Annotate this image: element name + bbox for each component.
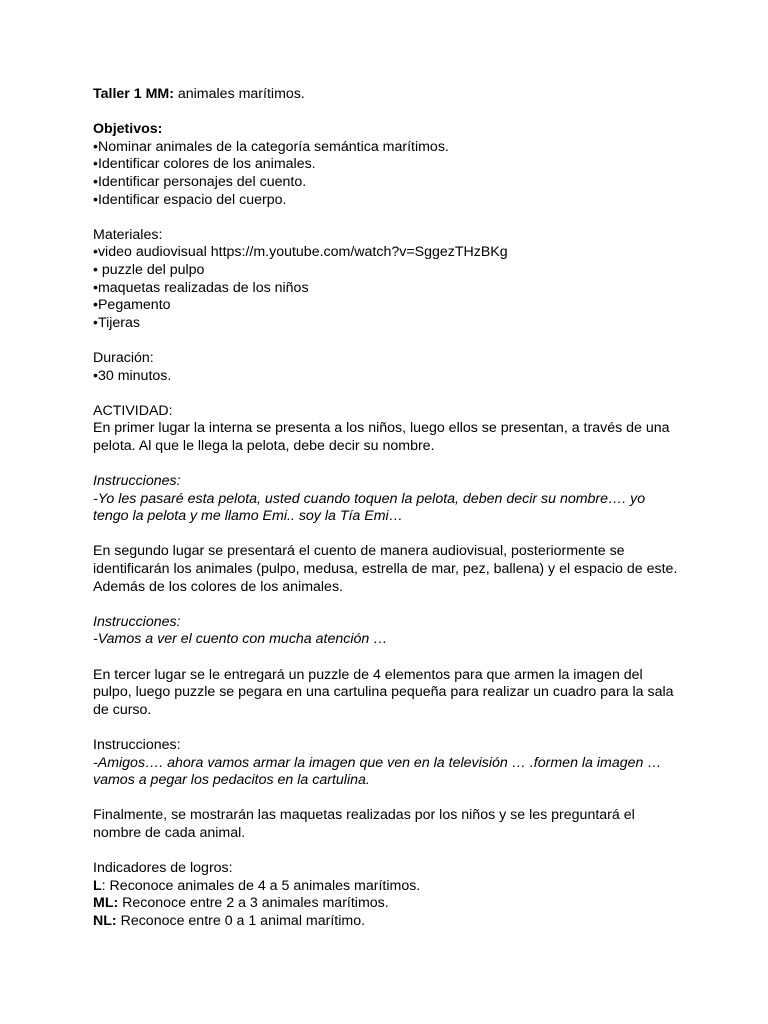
instrucciones-quote: -Yo les pasaré esta pelota, usted cuando toquen la pelota, deben decir su nombre…. yo tengo la pelota y me llamo Emi.. soy la Tía Emi… bbox=[93, 490, 646, 525]
objetivos-heading: Objetivos: bbox=[93, 121, 163, 138]
document-title bbox=[93, 86, 678, 104]
instrucciones-quote: -Amigos…. ahora vamos armar la imagen que ven en la televisión … .formen la imagen … vamos a pegar los pedacitos en la cartulina. bbox=[93, 754, 662, 789]
indicador-text: Reconoce entre 2 a 3 animales marítimos. bbox=[118, 895, 389, 912]
instrucciones-text bbox=[93, 491, 678, 526]
duracion-value: •30 minutos. bbox=[93, 367, 172, 384]
instrucciones-heading-text: Instrucciones: bbox=[93, 473, 181, 490]
material-item: • puzzle del pulpo bbox=[93, 261, 205, 278]
indicador-item bbox=[93, 878, 678, 896]
material-item: •maquetas realizadas de los niños bbox=[93, 279, 309, 296]
indicador-text: Reconoce entre 0 a 1 animal marítimo. bbox=[116, 912, 366, 929]
instrucciones-text bbox=[93, 755, 678, 790]
instrucciones-heading: Instrucciones: bbox=[93, 736, 181, 753]
indicador-item bbox=[93, 895, 678, 913]
actividad-paragraph: Finalmente, se mostrarán las maquetas realizadas por los niños y se les preguntará el nombre de cada animal. bbox=[93, 807, 635, 841]
spacer bbox=[93, 332, 678, 350]
spacer bbox=[93, 526, 678, 544]
material-item: •Pegamento bbox=[93, 297, 171, 314]
instrucciones-quote: -Vamos a ver el cuento con mucha atención … bbox=[93, 631, 388, 648]
objetivo-item: •Nominar animales de la categoría semántica marítimos. bbox=[93, 138, 449, 155]
spacer bbox=[93, 455, 678, 473]
actividad-paragraph: En segundo lugar se presentará el cuento de manera audiovisual, posteriormente se identificarán los animales (pulpo, medusa, estrella de mar, pez, ballena) y el espacio de este. Además de los colores de los animales. bbox=[93, 543, 678, 595]
objetivo-item: •Identificar personajes del cuento. bbox=[93, 173, 307, 190]
spacer bbox=[93, 790, 678, 808]
title-text: animales marítimos. bbox=[173, 86, 305, 102]
actividad-heading: ACTIVIDAD: bbox=[93, 402, 173, 419]
instrucciones-heading bbox=[93, 614, 678, 632]
instrucciones-heading bbox=[93, 473, 678, 491]
objetivo-item: •Identificar espacio del cuerpo. bbox=[93, 191, 287, 208]
spacer bbox=[93, 649, 678, 667]
spacer bbox=[93, 104, 678, 122]
objetivos-section bbox=[93, 121, 678, 139]
instrucciones-text bbox=[93, 631, 678, 649]
material-item: •Tijeras bbox=[93, 314, 141, 331]
indicadores-heading: Indicadores de logros: bbox=[93, 860, 233, 877]
indicador-item bbox=[93, 913, 678, 931]
spacer bbox=[93, 209, 678, 227]
spacer bbox=[93, 843, 678, 861]
instrucciones-heading-text: Instrucciones: bbox=[93, 613, 181, 630]
duracion-heading: Duración: bbox=[93, 349, 154, 366]
indicador-code: L bbox=[93, 877, 102, 894]
title-label: Taller 1 MM: bbox=[93, 86, 174, 102]
materiales-heading: Materiales: bbox=[93, 226, 163, 243]
material-item: •video audiovisual https://m.youtube.com/watch?v=SggezTHzBKg bbox=[93, 244, 508, 261]
spacer bbox=[93, 719, 678, 737]
objetivo-item: •Identificar colores de los animales. bbox=[93, 156, 316, 173]
actividad-paragraph: En tercer lugar se le entregará un puzzle de 4 elementos para que armen la imagen del pulpo, luego puzzle se pegara en una cartulina pequeña para realizar un cuadro para la sala de curso. bbox=[93, 666, 674, 718]
document-content bbox=[93, 86, 678, 931]
spacer bbox=[93, 385, 678, 403]
actividad-paragraph: En primer lugar la interna se presenta a los niños, luego ellos se presentan, a través de una pelota. Al que le llega la pelota, debe decir su nombre. bbox=[93, 420, 670, 454]
spacer bbox=[93, 596, 678, 614]
indicador-text: : Reconoce animales de 4 a 5 animales marítimos. bbox=[101, 877, 421, 894]
indicador-code: NL: bbox=[93, 912, 117, 929]
indicador-code: ML: bbox=[93, 895, 119, 912]
